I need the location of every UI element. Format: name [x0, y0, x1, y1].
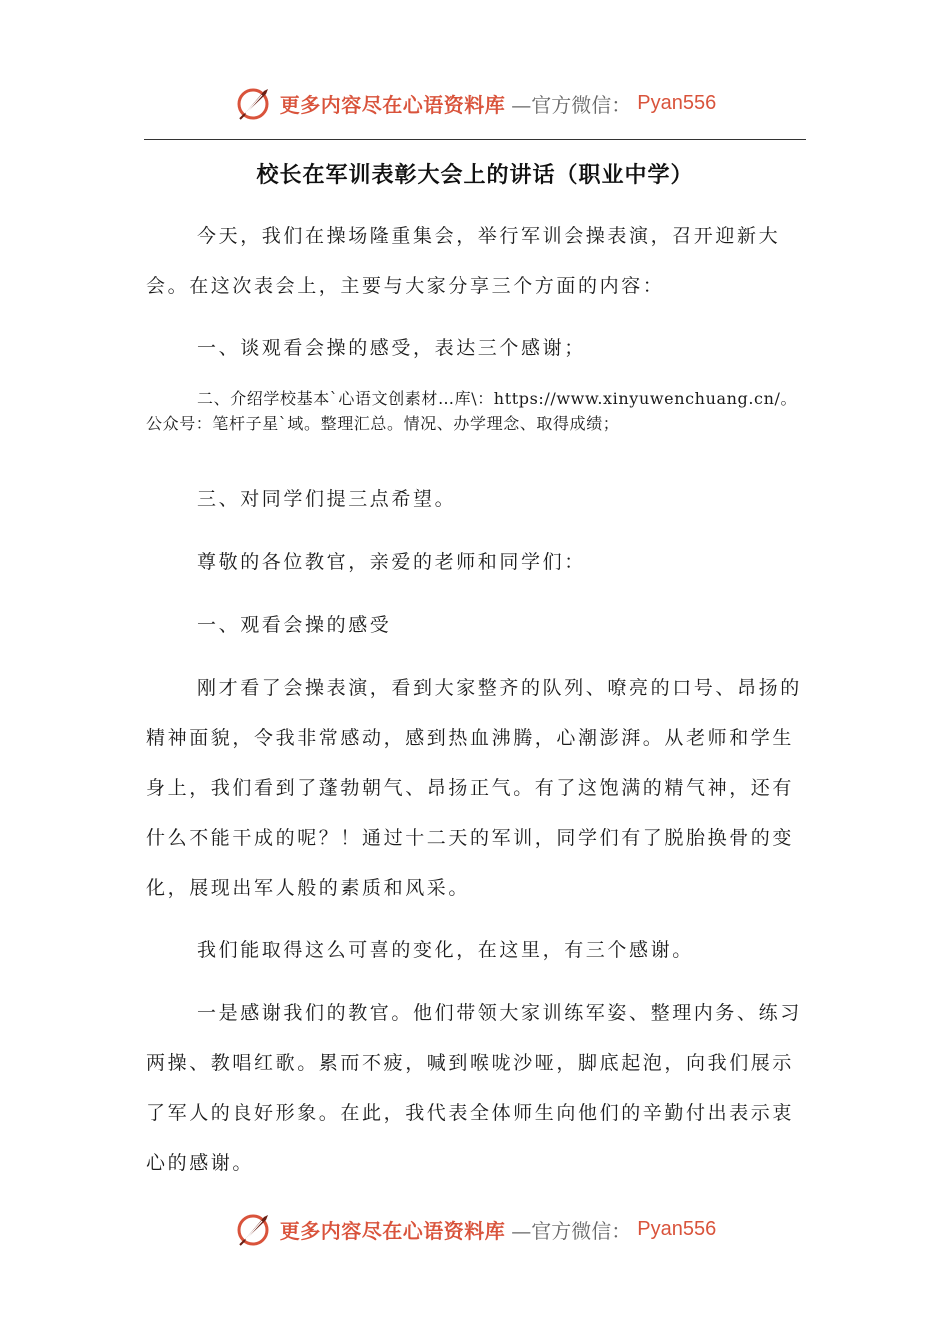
banner-official-label: —官方微信： — [511, 1218, 632, 1243]
header-divider — [144, 139, 806, 140]
document-title: 校长在军训表彰大会上的讲话（职业中学） — [256, 162, 694, 188]
quill-pen-logo-icon — [234, 1209, 274, 1249]
paragraph: 一是感谢我们的教官。他们带领大家训练军姿、整理内务、练习两操、教唱红歌。累而不疲，喊到喉咙沙哑，脚底起泡，向我们展示了军人的良好形象。在此，我代表全体师生向他们的辛勤付出表示衷心的感谢。 — [146, 1002, 802, 1174]
section-heading: 一、观看会操的感受 — [197, 614, 392, 636]
banner-slogan: 更多内容尽在心语资料库 — [279, 92, 506, 117]
paragraph: 二、介绍学校基本`心语文创素材…库\：https://www.xinyuwenchuang.cn/。公众号：笔杆子星`域。整理汇总。情况、办学理念、取得成绩； — [146, 389, 798, 433]
paragraph: 一、谈观看会操的感受，表达三个感谢； — [197, 337, 586, 359]
paragraph: 尊敬的各位教官，亲爱的老师和同学们： — [197, 551, 586, 573]
header-banner — [0, 80, 950, 126]
banner-slogan: 更多内容尽在心语资料库 — [279, 1218, 506, 1243]
banner-wechat-id: Pyan556 — [637, 91, 717, 114]
paragraph: 三、对同学们提三点希望。 — [197, 488, 457, 510]
paragraph: 我们能取得这么可喜的变化，在这里，有三个感谢。 — [197, 939, 694, 961]
footer-banner — [0, 1206, 950, 1252]
quill-pen-logo-icon — [234, 83, 274, 123]
banner-wechat-id: Pyan556 — [637, 1217, 717, 1240]
paragraph: 今天，我们在操场隆重集会，举行军训会操表演，召开迎新大会。在这次表会上，主要与大家分享三个方面的内容： — [146, 225, 781, 297]
paragraph: 刚才看了会操表演，看到大家整齐的队列、嘹亮的口号、昂扬的精神面貌，令我非常感动，感到热血沸腾，心潮澎湃。从老师和学生身上，我们看到了蓬勃朝气、昂扬正气。有了这饱满的精气神，还有什么不能干成的呢？！通过十二天的军训，同学们有了脱胎换骨的变化，展现出军人般的素质和风采。 — [146, 677, 802, 899]
banner-official-label: —官方微信： — [511, 92, 632, 117]
